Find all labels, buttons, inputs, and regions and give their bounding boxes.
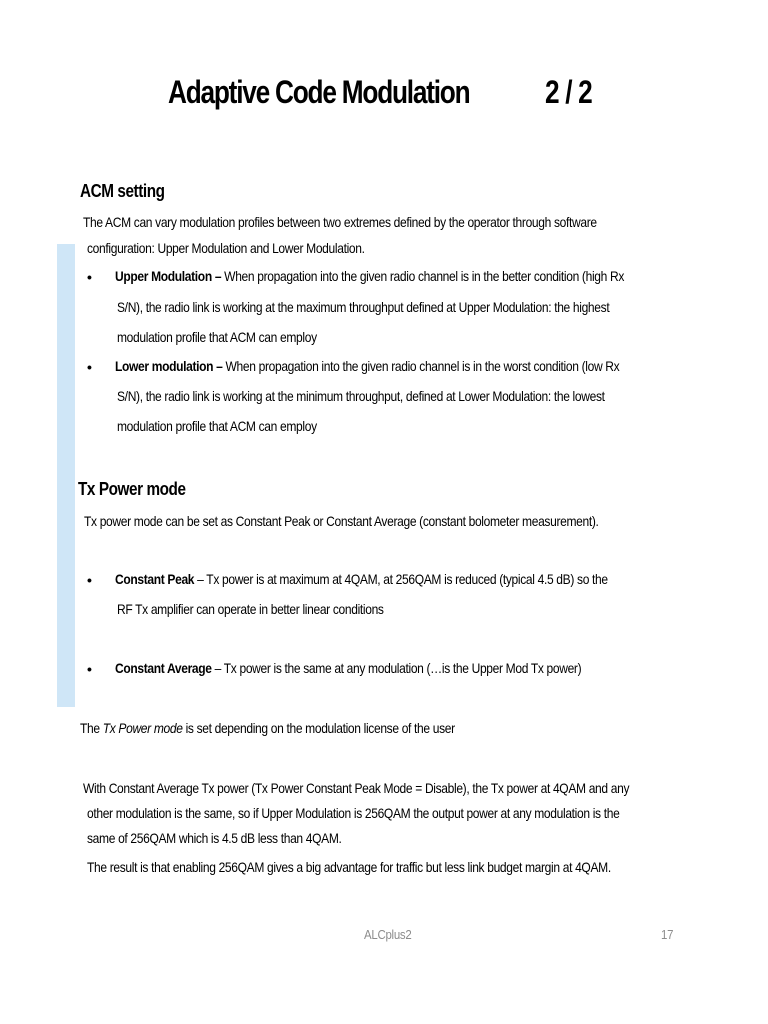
footer-label: ALCplus2 — [364, 927, 412, 942]
title-page-indicator: 2 / 2 — [545, 74, 592, 110]
bullet-marker: • — [87, 661, 92, 677]
bullet-marker: • — [87, 269, 92, 285]
tx-power-heading: Tx Power mode — [78, 479, 186, 499]
average-note-line-4: The result is that enabling 256QAM gives a big advantage for traffic but less link budget margin at 4QAM. — [87, 859, 611, 875]
license-note-post: is set depending on the modulation license of the user — [182, 720, 455, 736]
constant-average-label: Constant Average — [115, 660, 212, 676]
upper-modulation-line-1 — [115, 268, 624, 284]
upper-modulation-line-2: S/N), the radio link is working at the maximum throughput defined at Upper Modulation: the highest — [117, 299, 610, 315]
upper-modulation-line-3: modulation profile that ACM can employ — [117, 329, 317, 345]
upper-modulation-text: When propagation into the given radio channel is in the better condition (high Rx — [221, 268, 625, 284]
license-note — [80, 720, 455, 736]
license-note-pre: The — [80, 720, 103, 736]
acm-heading: ACM setting — [80, 181, 165, 201]
constant-peak-text: – Tx power is at maximum at 4QAM, at 256QAM is reduced (typical 4.5 dB) so the — [194, 571, 608, 587]
average-note-line-3: same of 256QAM which is 4.5 dB less than 4QAM. — [87, 830, 342, 846]
bullet-marker: • — [87, 572, 92, 588]
acm-intro-line-1: The ACM can vary modulation profiles between two extremes defined by the operator through software — [83, 214, 597, 230]
constant-peak-label: Constant Peak — [115, 571, 195, 587]
bullet-marker: • — [87, 359, 92, 375]
lower-modulation-line-2: S/N), the radio link is working at the minimum throughput, defined at Lower Modulation: the lowest — [117, 388, 605, 404]
average-note-line-1: With Constant Average Tx power (Tx Power Constant Peak Mode = Disable), the Tx power at 4QAM and any — [83, 780, 630, 796]
page-title: Adaptive Code Modulation — [168, 74, 470, 110]
page-number: 17 — [661, 927, 674, 942]
acm-intro-line-2: configuration: Upper Modulation and Lower Modulation. — [87, 240, 365, 256]
constant-average-text: – Tx power is the same at any modulation (…is the Upper Mod Tx power) — [211, 660, 582, 676]
tx-power-intro: Tx power mode can be set as Constant Peak or Constant Average (constant bolometer measurement). — [84, 513, 599, 529]
license-note-italic: Tx Power mode — [102, 720, 183, 736]
lower-modulation-line-3: modulation profile that ACM can employ — [117, 418, 317, 434]
constant-average-line-1 — [115, 660, 581, 676]
constant-peak-line-2: RF Tx amplifier can operate in better linear conditions — [117, 601, 384, 617]
constant-peak-line-1 — [115, 571, 608, 587]
upper-modulation-label: Upper Modulation – — [115, 268, 222, 284]
lower-modulation-label: Lower modulation – — [115, 358, 223, 374]
accent-bar — [57, 244, 75, 707]
average-note-line-2: other modulation is the same, so if Upper Modulation is 256QAM the output power at any modulation is the — [87, 805, 620, 821]
lower-modulation-line-1 — [115, 358, 619, 374]
lower-modulation-text: When propagation into the given radio channel is in the worst condition (low Rx — [222, 358, 620, 374]
